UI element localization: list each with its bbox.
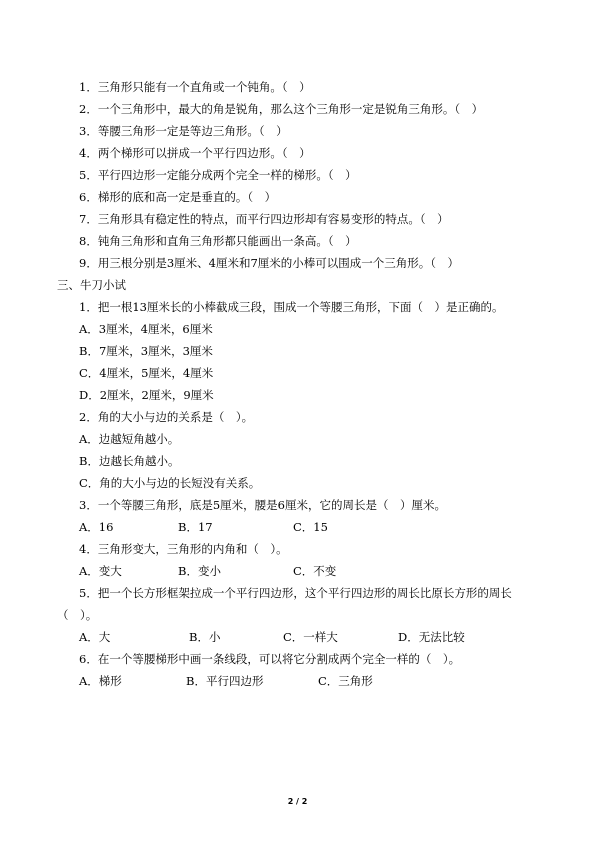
q6-option-a: A．梯形 bbox=[79, 674, 122, 688]
question-5-stem-continued: （ ）。 bbox=[57, 608, 98, 622]
question-5-stem: 5．把一个长方形框架拉成一个平行四边形，这个平行四边形的周长比原长方形的周长 bbox=[79, 586, 512, 600]
q3-option-b: B．17 bbox=[178, 520, 213, 534]
q3-option-c: C．15 bbox=[293, 520, 328, 534]
q5-option-d: D．无法比较 bbox=[398, 630, 465, 644]
q5-option-c: C．一样大 bbox=[283, 630, 338, 644]
judge-item-7: 7．三角形具有稳定性的特点，而平行四边形却有容易变形的特点。（ ） bbox=[79, 212, 449, 226]
q1-option-b: B．7厘米，3厘米，3厘米 bbox=[79, 344, 213, 358]
q2-option-a: A．边越短角越小。 bbox=[79, 432, 180, 446]
q4-option-a: A．变大 bbox=[79, 564, 122, 578]
judge-item-9: 9．用三根分别是3厘米、4厘米和7厘米的小棒可以围成一个三角形。（ ） bbox=[79, 256, 460, 270]
judge-item-4: 4．两个梯形可以拼成一个平行四边形。（ ） bbox=[79, 146, 311, 160]
question-6-stem: 6．在一个等腰梯形中画一条线段，可以将它分割成两个完全一样的（ ）。 bbox=[79, 652, 461, 666]
q1-option-a: A．3厘米，4厘米，6厘米 bbox=[79, 322, 213, 336]
judge-item-3: 3．等腰三角形一定是等边三角形。（ ） bbox=[79, 124, 288, 138]
q2-option-b: B．边越长角越小。 bbox=[79, 454, 180, 468]
judge-item-6: 6．梯形的底和高一定是垂直的。（ ） bbox=[79, 190, 277, 204]
q1-option-d: D．2厘米，2厘米，9厘米 bbox=[79, 388, 214, 402]
q2-option-c: C．角的大小与边的长短没有关系。 bbox=[79, 476, 261, 490]
question-2-stem: 2．角的大小与边的关系是（ ）。 bbox=[79, 410, 254, 424]
q3-option-a: A．16 bbox=[79, 520, 114, 534]
q5-option-a: A．大 bbox=[79, 630, 111, 644]
page-number: 2 / 2 bbox=[287, 797, 308, 806]
q4-option-b: B．变小 bbox=[178, 564, 221, 578]
judge-item-5: 5．平行四边形一定能分成两个完全一样的梯形。（ ） bbox=[79, 168, 357, 182]
q4-option-c: C．不变 bbox=[293, 564, 337, 578]
question-4-stem: 4．三角形变大，三角形的内角和（ ）。 bbox=[79, 542, 288, 556]
question-1-stem: 1．把一根13厘米长的小棒截成三段，围成一个等腰三角形，下面（ ）是正确的。 bbox=[79, 300, 504, 314]
q5-option-b: B．小 bbox=[189, 630, 221, 644]
judge-item-1: 1．三角形只能有一个直角或一个钝角。（ ） bbox=[79, 80, 311, 94]
judge-item-8: 8．钝角三角形和直角三角形都只能画出一条高。（ ） bbox=[79, 234, 357, 248]
q6-option-c: C．三角形 bbox=[318, 674, 373, 688]
q6-option-b: B．平行四边形 bbox=[186, 674, 264, 688]
q1-option-c: C．4厘米，5厘米，4厘米 bbox=[79, 366, 214, 380]
section-title: 三、牛刀小试 bbox=[57, 278, 126, 292]
question-3-stem: 3．一个等腰三角形，底是5厘米，腰是6厘米，它的周长是（ ）厘米。 bbox=[79, 498, 446, 512]
judge-item-2: 2．一个三角形中，最大的角是锐角，那么这个三角形一定是锐角三角形。（ ） bbox=[79, 102, 484, 116]
